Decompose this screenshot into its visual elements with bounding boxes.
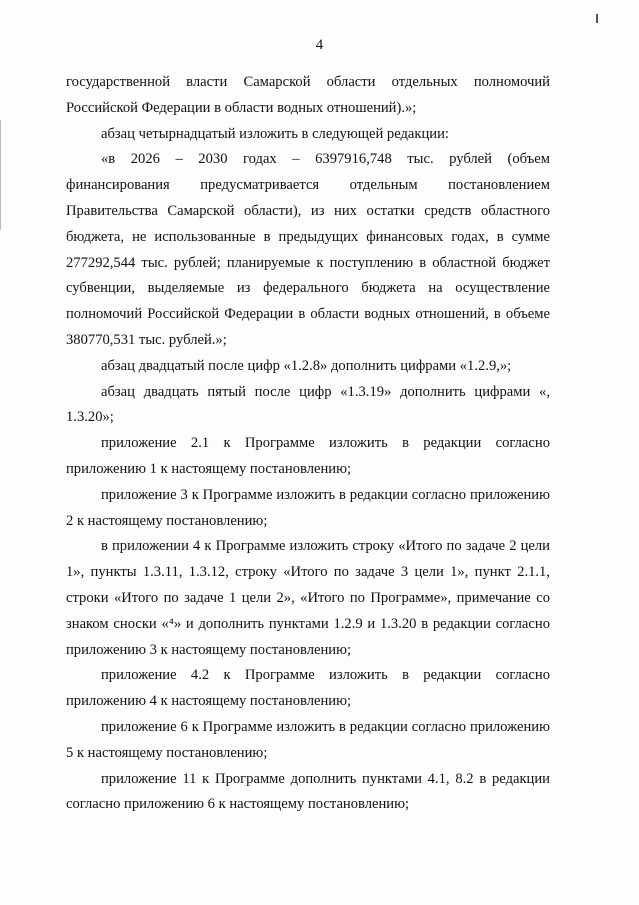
paragraph: приложение 4.2 к Программе изложить в редакции согласно приложению 4 к настоящему постановлению; (66, 667, 550, 710)
paragraph: приложение 3 к Программе изложить в редакции согласно приложению 2 к настоящему постановлению; (66, 486, 550, 529)
paragraph: абзац двадцатый после цифр «1.2.8» дополнить цифрами «1.2.9,»; (101, 357, 512, 374)
paragraph: абзац двадцать пятый после цифр «1.3.19» дополнить цифрами «, 1.3.20»; (66, 383, 550, 426)
scan-artifact-mark (596, 14, 598, 23)
scan-artifact-mark (0, 120, 1, 230)
paragraph: приложение 11 к Программе дополнить пунктами 4.1, 8.2 в редакции согласно приложению 6 к настоящему постановлению; (66, 770, 550, 813)
paragraph: «в 2026 – 2030 годах – 6397916,748 тыс. рублей (объем финансирования предусматривается отдельным постановлением Правительства Самарской области), из них остатки средств областного бюджета, не использованные в предыдущих финансовых годах, в сумме 277292,544 тыс. рублей; планируемые к поступлению в областной бюджет субвенции, выделяемые из федерального бюджета на осуществление полномочий Российской Федерации в области водных отношений, в объеме 380770,531 тыс. рублей.»; (66, 151, 550, 348)
paragraph: государственной власти Самарской области отдельных полномочий Российской Федерации в области водных отношений).»; (66, 74, 550, 116)
paragraph: приложение 6 к Программе изложить в редакции согласно приложению 5 к настоящему постановлению; (66, 718, 550, 761)
paragraph: в приложении 4 к Программе изложить строку «Итого по задаче 2 цели 1», пункты 1.3.11, 1.3.12, строку «Итого по задаче 3 цели 1», пункт 2.1.1, строки «Итого по задаче 1 цели 2», «Итого по Программе», примечание со знаком сноски «⁴» и дополнить пунктами 1.2.9 и 1.3.20 в редакции согласно приложению 3 к настоящему постановлению; (66, 538, 550, 658)
paragraph: абзац четырнадцатый изложить в следующей редакции: (101, 125, 449, 142)
document-body (66, 70, 550, 818)
page-number: 4 (315, 37, 324, 53)
paragraph: приложение 2.1 к Программе изложить в редакции согласно приложению 1 к настоящему постановлению; (66, 435, 550, 477)
